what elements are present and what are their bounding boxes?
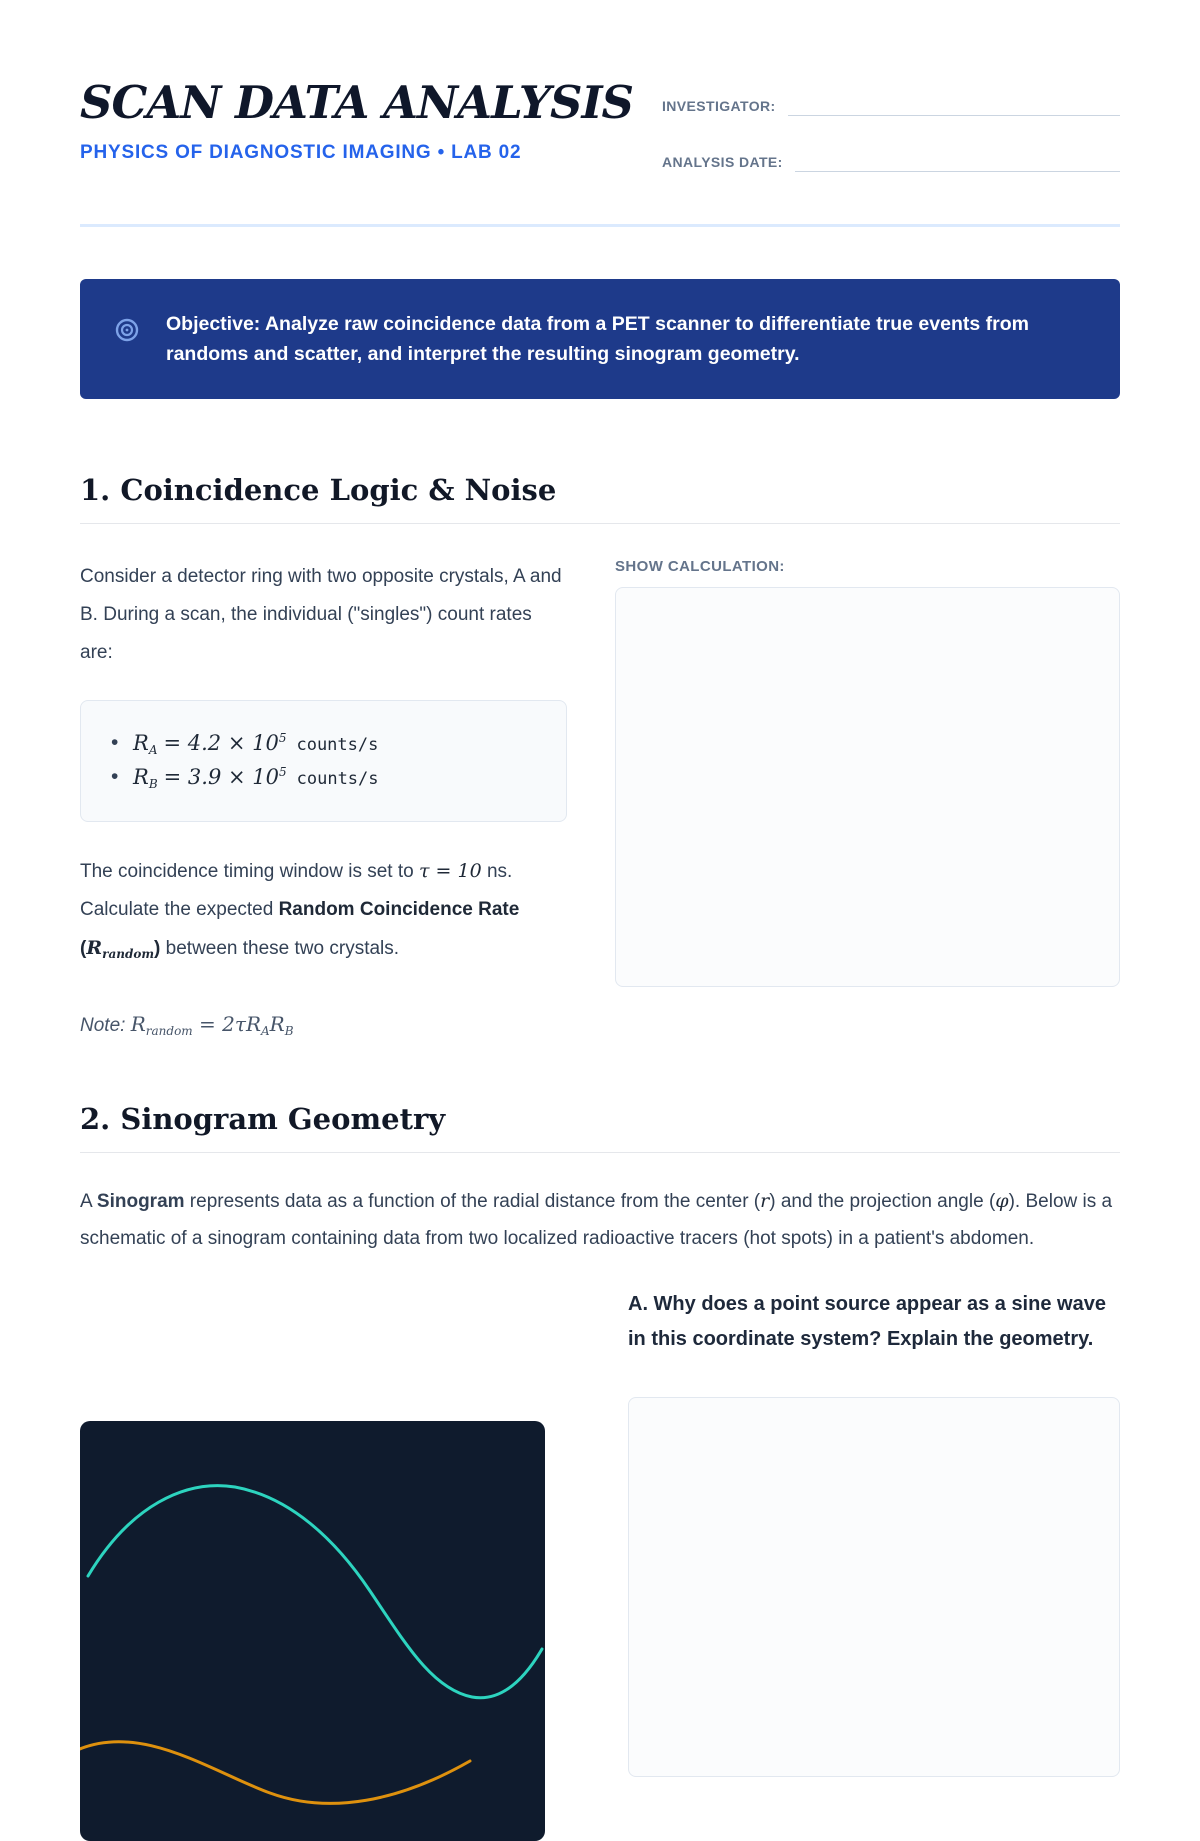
note-r1: R: [130, 1012, 146, 1037]
count-rates-list: [107, 731, 540, 791]
sinogram-sine-curve: [88, 1485, 542, 1697]
section2-content: [80, 1287, 1120, 1841]
angle-var: φ: [995, 1190, 1009, 1213]
analysis-date-input-line[interactable]: [795, 148, 1120, 172]
note-r2: R: [245, 1012, 261, 1037]
sinogram-text-2: represents data as a function of the radial distance from the center (: [184, 1191, 761, 1213]
rate-b-unit: counts/s: [296, 769, 379, 790]
note-s2: A: [261, 1024, 270, 1039]
analysis-date-label: ANALYSIS DATE:: [662, 154, 783, 170]
task-text-3: between these two crystals.: [160, 938, 400, 960]
note-s1: random: [145, 1024, 193, 1039]
investigator-field: [662, 86, 1120, 116]
title-block: [80, 78, 633, 164]
task-text-2: ns. Calculate the expected: [80, 861, 513, 921]
note-r3: R: [269, 1012, 285, 1037]
page-header: [80, 78, 1120, 198]
r-random-var: R: [86, 937, 103, 960]
target-icon: [114, 317, 140, 348]
rate-b-sub: B: [148, 777, 158, 792]
note-formula: [80, 1012, 567, 1038]
sinogram-intro: [80, 1183, 1120, 1256]
task-text-1: The coincidence timing window is set to: [80, 861, 419, 883]
sinogram-schematic: [80, 1421, 545, 1841]
section1-left-column: [80, 558, 567, 1038]
sinogram-text-4: ). Below is a schematic of a sinogram containing data from two localized radioactive tracers (hot spots) in a patient's abdomen.: [80, 1191, 1113, 1249]
sinogram-sine-curve-2: [80, 1741, 470, 1803]
sinogram-bold: Sinogram: [96, 1191, 185, 1213]
note-prefix: Note:: [80, 1015, 131, 1037]
count-rates-box: [80, 700, 567, 822]
rate-a-sub: A: [148, 743, 158, 758]
sinogram-text-3: ) and the projection angle (: [769, 1191, 996, 1213]
task-bold-2: ): [154, 938, 161, 960]
page-subtitle: PHYSICS OF DIAGNOSTIC IMAGING • LAB 02: [80, 141, 522, 163]
section1-content: [80, 558, 1120, 1038]
task-bold-1: Random Coincidence Rate (: [80, 899, 520, 960]
sinogram-curve-svg: [80, 1421, 545, 1841]
rate-a-value: = 4.2 × 10: [163, 731, 279, 756]
section2-heading: 2. Sinogram Geometry: [80, 1102, 1120, 1153]
show-calculation-label: SHOW CALCULATION:: [615, 558, 785, 576]
header-divider: [80, 224, 1120, 227]
sinogram-chart-column: [80, 1287, 545, 1841]
tau-formula: τ = 10: [419, 860, 482, 883]
section1-heading: 1. Coincidence Logic & Noise: [80, 473, 1120, 524]
section1-right-column: [615, 558, 1120, 1038]
sinogram-text-1: A: [80, 1191, 97, 1213]
question-a-answer-box[interactable]: [628, 1397, 1120, 1777]
question-a-text: A. Why does a point source appear as a sine wave in this coordinate system? Explain the geometry.: [628, 1292, 1106, 1350]
r-random-sub: random: [102, 947, 155, 962]
rate-a-exp: 5: [278, 731, 287, 746]
analysis-date-field: [662, 142, 1120, 172]
task-paragraph: [80, 852, 567, 968]
header-fields: [662, 78, 1120, 198]
section1-intro: Consider a detector ring with two opposite crystals, A and B. During a scan, the individual ("singles") count rates are:: [80, 566, 562, 664]
objective-banner: [80, 279, 1120, 399]
calculation-answer-box[interactable]: [615, 587, 1120, 987]
rate-b-exp: 5: [278, 765, 287, 780]
rate-a-var: R: [133, 731, 149, 756]
rate-a-unit: counts/s: [296, 735, 379, 756]
investigator-input-line[interactable]: [788, 92, 1120, 116]
note-mid: = 2τ: [192, 1012, 246, 1037]
question-a-column: [628, 1287, 1120, 1841]
page-title: SCAN DATA ANALYSIS: [80, 76, 634, 129]
rate-item-a: [107, 731, 540, 757]
rate-item-b: [107, 765, 540, 791]
investigator-label: INVESTIGATOR:: [662, 98, 776, 114]
rate-b-var: R: [133, 765, 149, 790]
radial-var: r: [760, 1190, 770, 1213]
objective-text: Objective: Analyze raw coincidence data from a PET scanner to differentiate true events from randoms and scatter, and interpret the resulting sinogram geometry.: [166, 313, 1029, 366]
rate-b-value: = 3.9 × 10: [163, 765, 279, 790]
note-s3: B: [284, 1024, 294, 1039]
